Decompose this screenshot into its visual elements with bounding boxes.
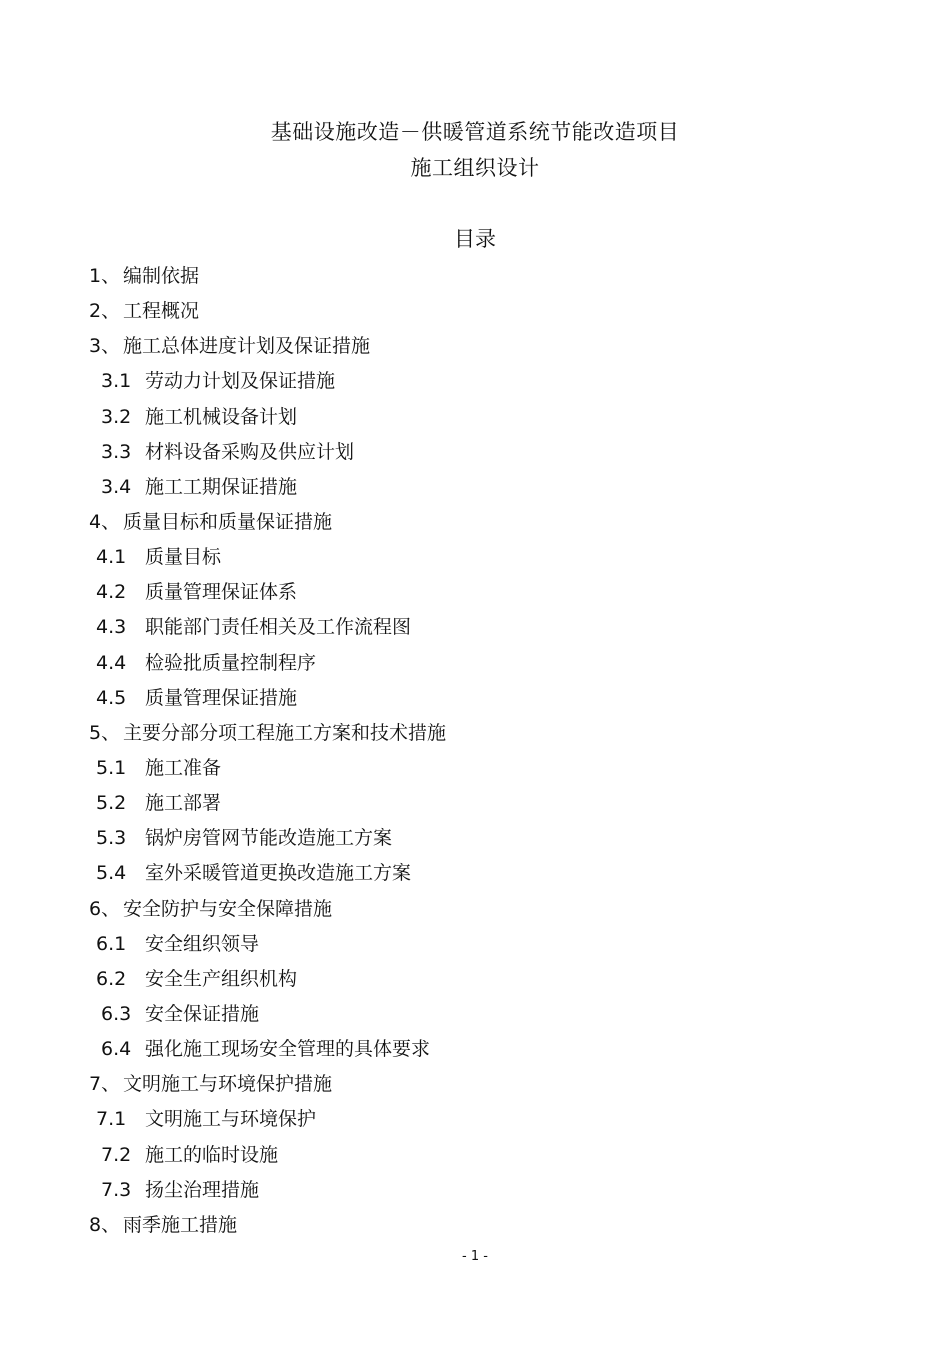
page-number: - 1 -: [462, 1249, 488, 1264]
toc-item-label: 安全组织领导: [145, 932, 260, 955]
toc-item-label: 强化施工现场安全管理的具体要求: [145, 1038, 431, 1061]
toc-item: [0, 613, 950, 648]
toc-item-label: 施工机械设备计划: [145, 405, 298, 428]
toc-item: [0, 895, 950, 930]
toc-item: [0, 578, 950, 613]
toc-item-label: 质量管理保证体系: [145, 581, 298, 604]
toc-item: [0, 543, 950, 578]
toc-item: [0, 1141, 950, 1176]
toc-item-label: 施工总体进度计划及保证措施: [123, 335, 371, 358]
toc-item: [0, 297, 950, 332]
toc-item-number: 7、: [89, 1073, 121, 1096]
toc-item: [0, 262, 950, 297]
toc-item-label: 室外采暖管道更换改造施工方案: [145, 862, 412, 885]
toc-item-number: 3.2: [101, 405, 132, 428]
toc-item: [0, 438, 950, 473]
toc-item-number: 1、: [89, 265, 121, 287]
toc-item-number: 3.1: [101, 370, 132, 393]
toc-item: [0, 332, 950, 367]
toc-item-number: 4.1: [96, 546, 127, 569]
table-of-contents: [0, 262, 950, 1246]
toc-item-number: 3.3: [101, 440, 132, 463]
toc-item-number: 7.3: [101, 1178, 132, 1201]
toc-item-label: 职能部门责任相关及工作流程图: [145, 616, 412, 639]
toc-item-label: 质量管理保证措施: [145, 686, 298, 709]
toc-item: [0, 367, 950, 402]
toc-item-number: 6、: [89, 897, 121, 920]
toc-item-number: 4.2: [96, 581, 127, 604]
toc-item-label: 安全防护与安全保障措施: [123, 897, 333, 920]
toc-item-label: 文明施工与环境保护: [145, 1108, 317, 1131]
toc-item-number: 5.4: [96, 862, 127, 885]
document-title: 基础设施改造－供暖管道系统节能改造项目: [270, 120, 680, 144]
toc-item-label: 工程概况: [123, 300, 200, 323]
toc-item-label: 编制依据: [123, 265, 200, 287]
toc-item-number: 6.3: [101, 1002, 132, 1025]
toc-item: [0, 1070, 950, 1105]
toc-item: [0, 1035, 950, 1070]
toc-item-label: 质量目标和质量保证措施: [123, 510, 333, 533]
toc-item-label: 扬尘治理措施: [145, 1178, 260, 1201]
toc-item-label: 施工的临时设施: [145, 1143, 279, 1166]
toc-item-number: 3.4: [101, 475, 132, 498]
toc-item-number: 2、: [89, 300, 121, 323]
toc-item: [0, 1176, 950, 1211]
toc-item-label: 安全保证措施: [145, 1002, 260, 1025]
toc-item: [0, 1000, 950, 1035]
toc-item-label: 施工准备: [145, 756, 222, 779]
document-subtitle: 施工组织设计: [410, 156, 540, 180]
toc-item: [0, 684, 950, 719]
toc-item-label: 检验批质量控制程序: [145, 651, 317, 674]
toc-item-number: 5、: [89, 721, 121, 744]
toc-heading: 目录: [454, 227, 496, 251]
toc-item: [0, 930, 950, 965]
toc-item-number: 6.1: [96, 932, 127, 955]
toc-item-label: 安全生产组织机构: [145, 967, 298, 990]
toc-item: [0, 789, 950, 824]
toc-item: [0, 649, 950, 684]
toc-item-number: 3、: [89, 335, 121, 358]
toc-item-number: 7.2: [101, 1143, 132, 1166]
toc-item-number: 5.1: [96, 756, 127, 779]
toc-item-number: 5.3: [96, 827, 127, 850]
toc-item: [0, 824, 950, 859]
toc-item-number: 4.4: [96, 651, 127, 674]
toc-item-number: 6.2: [96, 967, 127, 990]
toc-item: [0, 403, 950, 438]
toc-item: [0, 965, 950, 1000]
toc-item-number: 4、: [89, 510, 121, 533]
toc-item-label: 施工工期保证措施: [145, 475, 298, 498]
toc-item-number: 8、: [89, 1213, 121, 1236]
toc-item-label: 劳动力计划及保证措施: [145, 370, 336, 393]
toc-item-number: 6.4: [101, 1038, 132, 1061]
toc-item-number: 5.2: [96, 792, 127, 815]
toc-item-number: 7.1: [96, 1108, 127, 1131]
toc-item: [0, 859, 950, 894]
toc-item-number: 4.3: [96, 616, 127, 639]
toc-item: [0, 719, 950, 754]
toc-item: [0, 1211, 950, 1246]
toc-item: [0, 1105, 950, 1140]
toc-item: [0, 754, 950, 789]
toc-item-number: 4.5: [96, 686, 127, 709]
toc-item-label: 锅炉房管网节能改造施工方案: [145, 827, 393, 850]
toc-item-label: 雨季施工措施: [123, 1213, 238, 1236]
toc-item: [0, 473, 950, 508]
toc-item: [0, 508, 950, 543]
toc-item-label: 文明施工与环境保护措施: [123, 1073, 333, 1096]
toc-item-label: 材料设备采购及供应计划: [145, 440, 355, 463]
toc-item-label: 质量目标: [145, 546, 222, 569]
toc-item-label: 主要分部分项工程施工方案和技术措施: [123, 721, 447, 744]
toc-item-label: 施工部署: [145, 792, 222, 815]
